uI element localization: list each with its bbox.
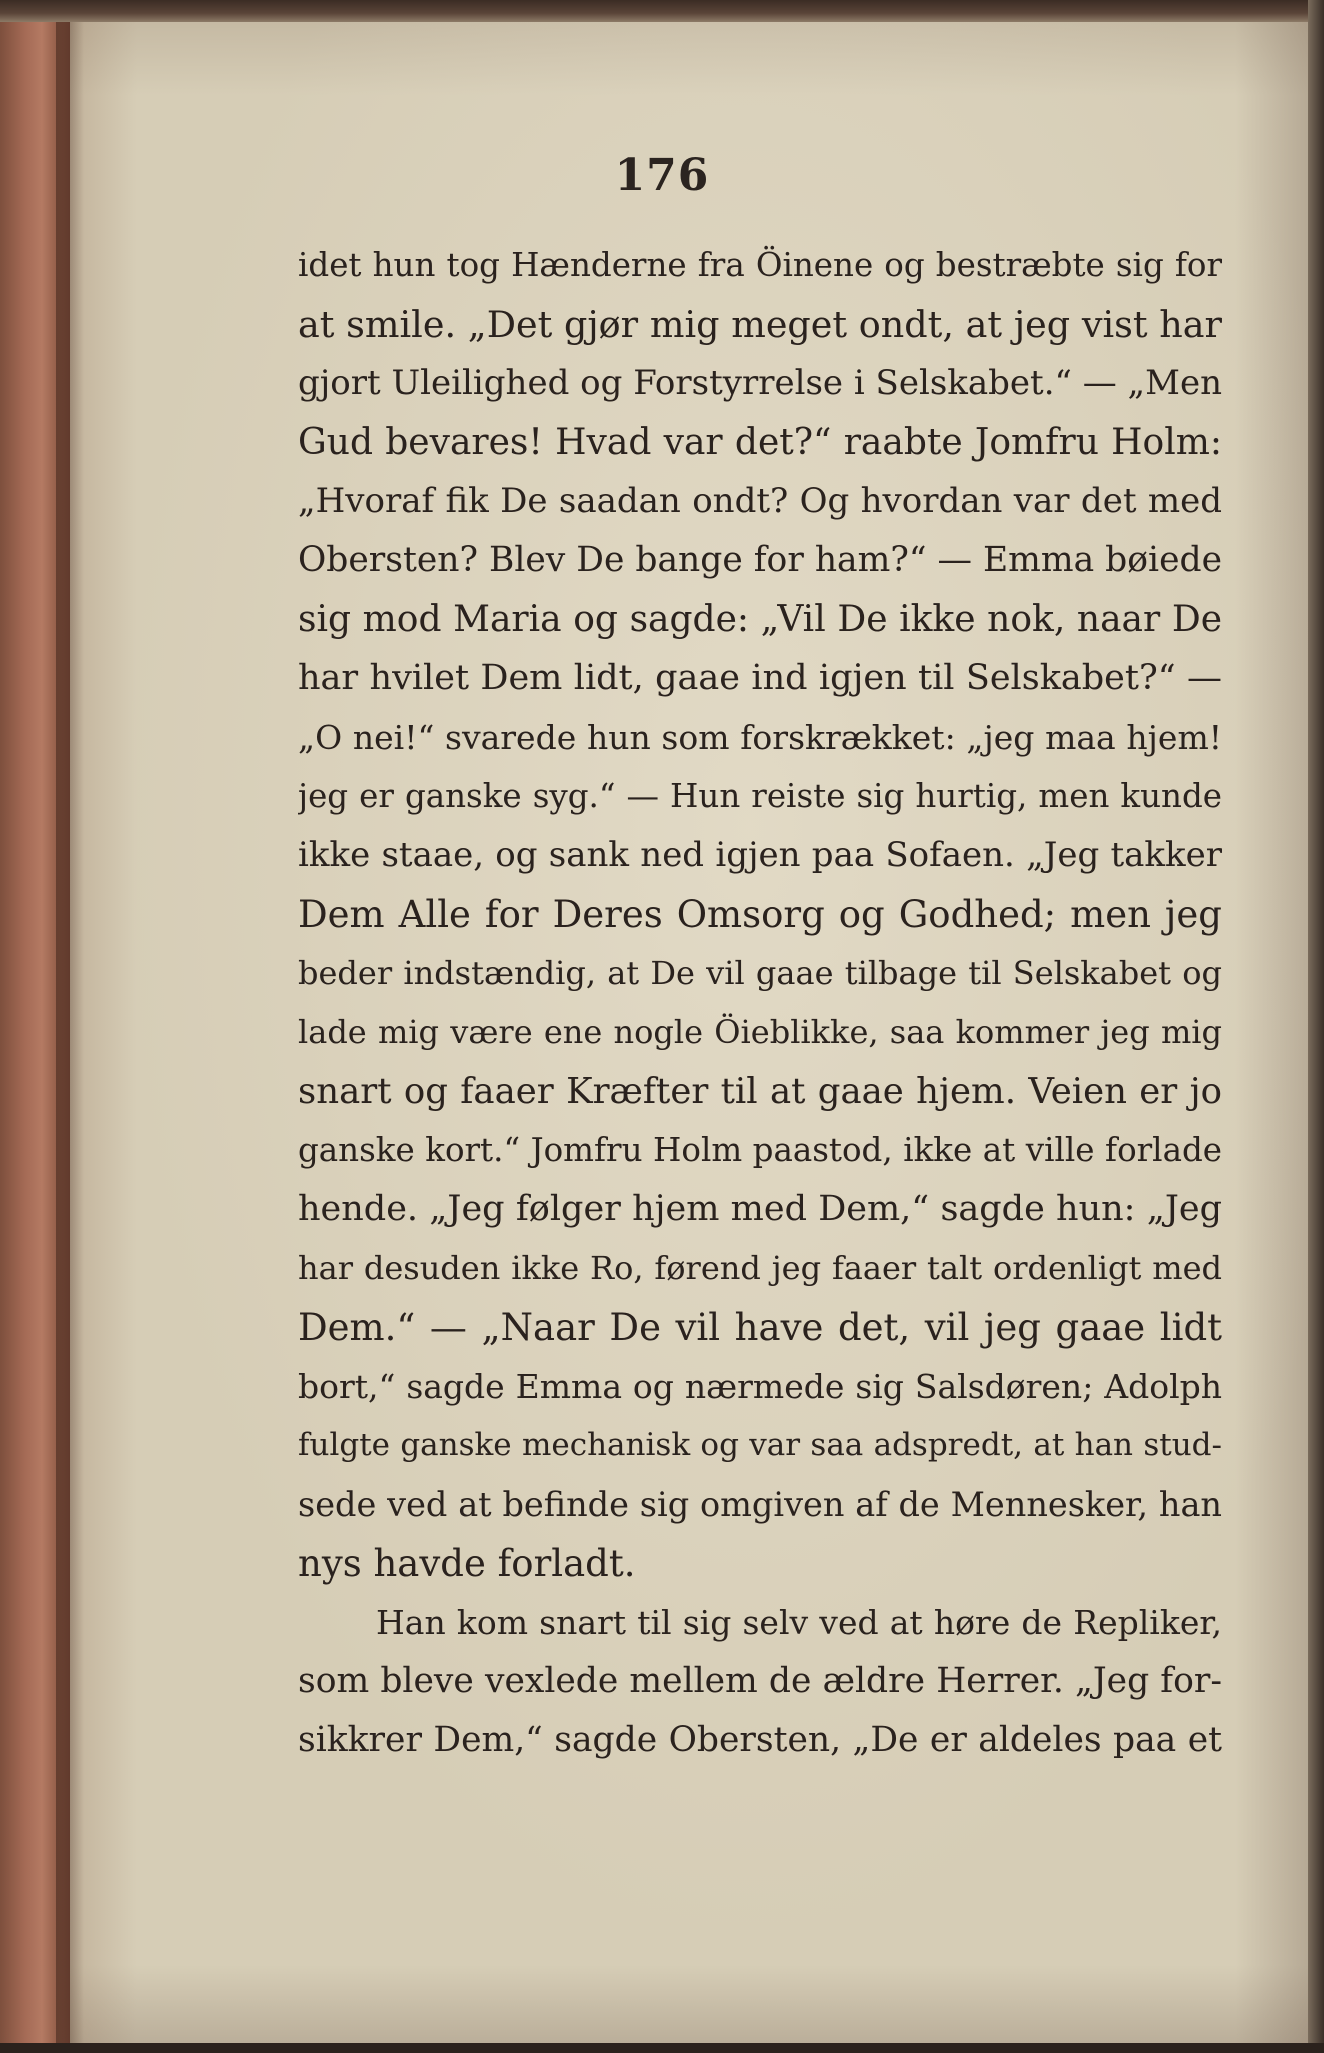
text-line: sig mod Maria og sagde: „Vil De ikke nok, naar De bbox=[298, 599, 1222, 640]
text-line: ikke staae, og sank ned igjen paa Sofaen. „Jeg takker bbox=[298, 835, 1222, 875]
text-line: som bleve vexlede mellem de ældre Herrer. „Jeg for- bbox=[298, 1661, 1222, 1701]
text-line: idet hun tog Hænderne fra Öinene og bestræbte sig for bbox=[298, 246, 1222, 284]
text-line: beder indstændig, at De vil gaae tilbage til Selskabet og bbox=[298, 954, 1222, 992]
top-edge bbox=[0, 0, 1324, 22]
text-line: hende. „Jeg følger hjem med Dem,“ sagde hun: „Jeg bbox=[298, 1189, 1222, 1229]
text-line: Gud bevares! Hvad var det?“ raabte Jomfru Holm: bbox=[298, 422, 1222, 463]
page-gutter-shadow bbox=[56, 0, 84, 2053]
body-text bbox=[298, 236, 1222, 1770]
text-line: bort,“ sagde Emma og nærmede sig Salsdøren; Adolph bbox=[298, 1367, 1222, 1406]
text-line: gjort Uleilighed og Forstyrrelse i Selskabet.“ — „Men bbox=[298, 363, 1222, 403]
text-line-paragraph-start: Han kom snart til sig selv ved at høre de Repliker, bbox=[376, 1603, 1222, 1642]
right-edge bbox=[1308, 0, 1324, 2053]
text-line: snart og faaer Kræfter til at gaae hjem. Veien er jo bbox=[298, 1071, 1222, 1112]
text-line: Obersten? Blev De bange for ham?“ — Emma bøiede bbox=[298, 540, 1222, 580]
text-line: sede ved at befinde sig omgiven af de Mennesker, han bbox=[298, 1485, 1222, 1524]
text-line: „Hvoraf fik De saadan ondt? Og hvordan var det med bbox=[298, 481, 1222, 521]
text-line-paragraph-end: nys havde forladt. bbox=[298, 1542, 636, 1585]
text-line: jeg er ganske syg.“ — Hun reiste sig hurtig, men kunde bbox=[298, 777, 1222, 815]
text-line: ganske kort.“ Jomfru Holm paastod, ikke at ville forlade bbox=[298, 1131, 1222, 1169]
text-line: fulgte ganske mechanisk og var saa adspredt, at han stud- bbox=[298, 1427, 1222, 1463]
text-line: lade mig være ene nogle Öieblikke, saa kommer jeg mig bbox=[298, 1013, 1222, 1051]
text-line: har desuden ikke Ro, førend jeg faaer talt ordenligt med bbox=[298, 1249, 1222, 1287]
page-number: 176 bbox=[614, 150, 710, 201]
text-line: sikkrer Dem,“ sagde Obersten, „De er aldeles paa et bbox=[298, 1720, 1222, 1760]
bottom-edge bbox=[0, 2043, 1324, 2053]
text-line: Dem Alle for Deres Omsorg og Godhed; men jeg bbox=[298, 893, 1222, 936]
text-line: Dem.“ — „Naar De vil have det, vil jeg gaae lidt bbox=[298, 1306, 1222, 1349]
text-line: at smile. „Det gjør mig meget ondt, at jeg vist har bbox=[298, 303, 1222, 346]
text-line: „O nei!“ svarede hun som forskrækket: „jeg maa hjem! bbox=[298, 718, 1222, 757]
text-line: har hvilet Dem lidt, gaae ind igjen til Selskabet?“ — bbox=[298, 658, 1222, 698]
